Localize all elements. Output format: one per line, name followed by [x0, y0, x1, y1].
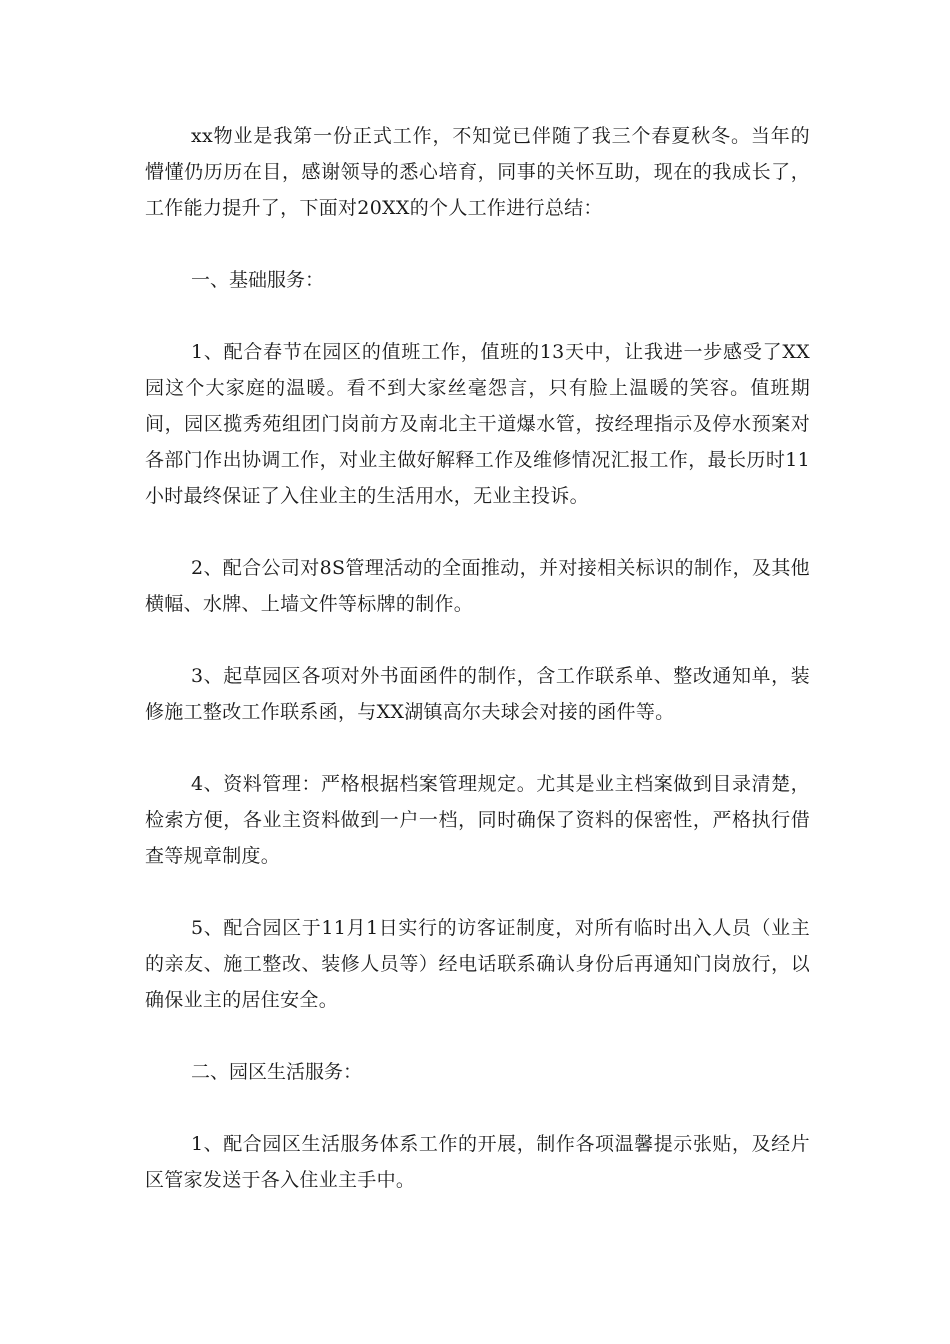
section-heading-basic-services: 一、基础服务： — [191, 269, 325, 291]
basic-services-item-5: 5、配合园区于11月1日实行的访客证制度，对所有临时出入人员（业主的亲友、施工整改、装修人员等）经电话联系确认身份后再通知门岗放行，以确保业主的居住安全。 — [145, 917, 810, 1011]
spacer — [145, 730, 810, 766]
spacer — [145, 622, 810, 658]
document-body — [145, 118, 810, 1198]
basic-services-item-2: 2、配合公司对8S管理活动的全面推动，并对接相关标识的制作，及其他横幅、水牌、上墙文件等标牌的制作。 — [145, 557, 810, 615]
intro-paragraph: xx物业是我第一份正式工作，不知觉已伴随了我三个春夏秋冬。当年的懵懂仍历历在目，感谢领导的悉心培育，同事的关怀互助，现在的我成长了，工作能力提升了，下面对20XX的个人工作进行总结： — [145, 125, 810, 219]
section-heading-life-services: 二、园区生活服务： — [191, 1061, 363, 1083]
basic-services-item-3: 3、起草园区各项对外书面函件的制作，含工作联系单、整改通知单，装修施工整改工作联系函，与XX湖镇高尔夫球会对接的函件等。 — [145, 665, 810, 723]
life-services-item-1: 1、配合园区生活服务体系工作的开展，制作各项温馨提示张贴，及经片区管家发送于各入住业主手中。 — [145, 1133, 810, 1191]
spacer — [145, 874, 810, 910]
basic-services-item-4: 4、资料管理：严格根据档案管理规定。尤其是业主档案做到目录清楚，检索方便，各业主资料做到一户一档，同时确保了资料的保密性，严格执行借查等规章制度。 — [145, 773, 810, 867]
spacer — [145, 298, 810, 334]
spacer — [145, 1090, 810, 1126]
basic-services-item-1: 1、配合春节在园区的值班工作，值班的13天中，让我进一步感受了XX园这个大家庭的温暖。看不到大家丝毫怨言，只有脸上温暖的笑容。值班期间，园区揽秀苑组团门岗前方及南北主干道爆水管，按经理指示及停水预案对各部门作出协调工作，对业主做好解释工作及维修情况汇报工作，最长历时11小时最终保证了入住业主的生活用水，无业主投诉。 — [145, 341, 810, 507]
spacer — [145, 1018, 810, 1054]
spacer — [145, 514, 810, 550]
spacer — [145, 226, 810, 262]
